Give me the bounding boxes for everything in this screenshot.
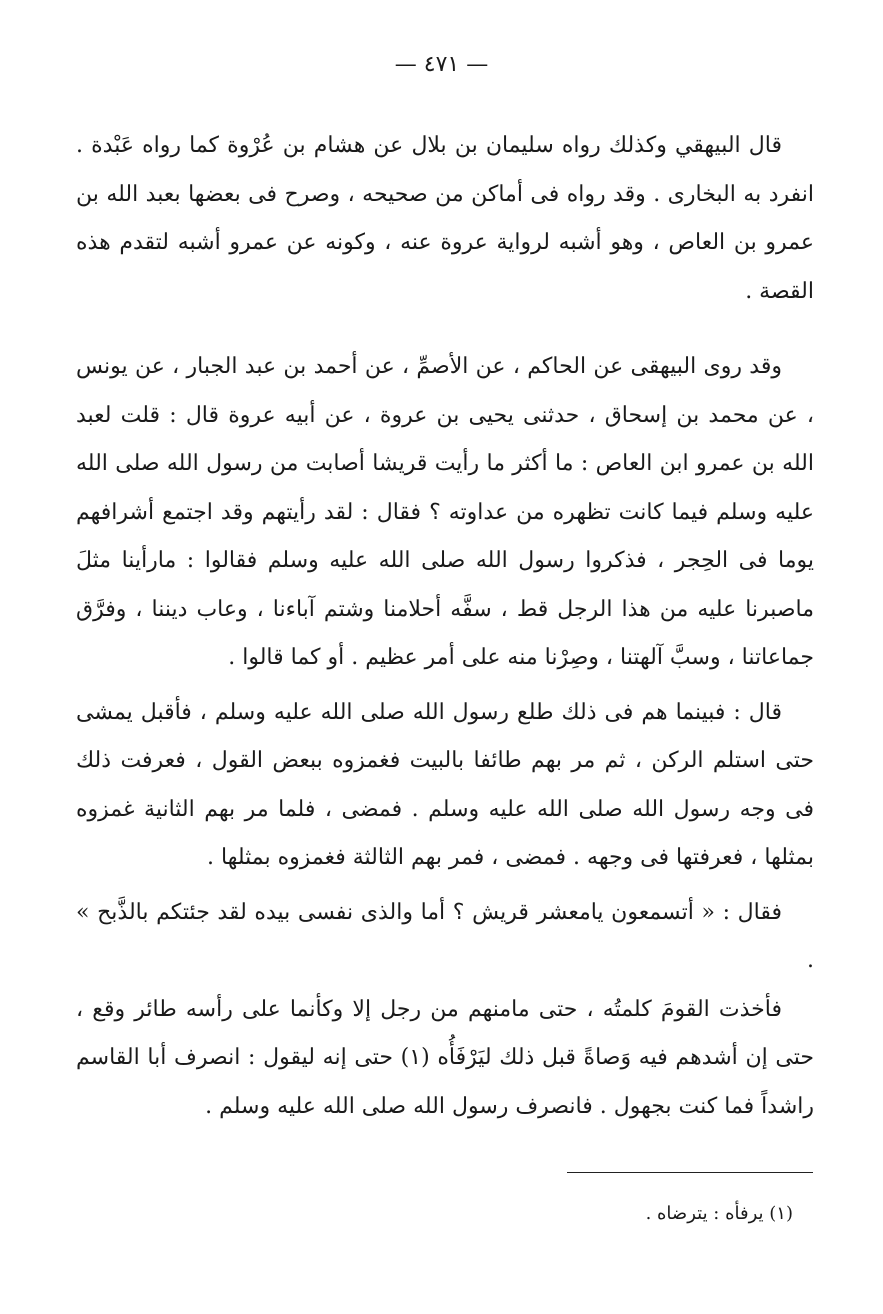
paragraph-1: قال البيهقي وكذلك رواه سليمان بن بلال عن هشام بن عُرْوة كما رواه عَبْدة . انفرد به البخارى . وقد رواه فى أماكن من صحيحه ، وصرح فى بعضها بعبد الله بن عمرو بن العاص ، وهو أشبه لرواية عروة عنه ، وكونه عن عمرو أشبه لتقدم هذه القصة . — [76, 133, 814, 304]
paragraph-3: قال : فبينما هم فى ذلك طلع رسول الله صلى الله عليه وسلم ، فأقبل يمشى حتى استلم الركن ، ثم مر بهم طائفا بالبيت فغمزوه ببعض القول ، فعرفت ذلك فى وجه رسول الله صلى الله عليه وسلم . فمضى ، فلما مر بهم الثانية غمزوه بمثلها ، فعرفتها فى وجهه . فمضى ، فمر بهم الثالثة فغمزوه بمثلها . — [76, 699, 814, 870]
body-text — [76, 122, 814, 1131]
paragraph-4: فقال : « أتسمعون يامعشر قريش ؟ أما والذى نفسى بيده لقد جئتكم بالذَّبح » . — [76, 899, 814, 973]
paragraph-2: وقد روى البيهقى عن الحاكم ، عن الأصمِّ ، عن أحمد بن عبد الجبار ، عن يونس ، عن محمد بن إسحاق ، حدثنى يحيى بن عروة ، عن أبيه عروة قال : قلت لعبد الله بن عمرو ابن العاص : ما أكثر ما رأيت قريشا أصابت من رسول الله صلى الله عليه وسلم فيما كانت تظهره من عداوته ؟ فقال : لقد رأيتهم وقد اجتمع أشرافهم يوما فى الحِجر ، فذكروا رسول الله صلى الله عليه وسلم فقالوا : مارأينا مثلَ ماصبرنا عليه من هذا الرجل قط ، سفَّه أحلامنا وشتم آباءنا ، وعاب ديننا ، وفرَّق جماعاتنا ، وسبَّ آلهتنا ، وصِرْنا منه على أمر عظيم . أو كما قالوا . — [76, 354, 814, 670]
paragraph-5: فأخذت القومَ كلمتُه ، حتى مامنهم من رجل إلا وكأنما على رأسه طائر وقع ، حتى إن أشدهم فيه وَصاةً قبل ذلك ليَرْفَأُه (١) حتى إنه ليقول : انصرف أبا القاسم راشداً فما كنت بجهول . فانصرف رسول الله صلى الله عليه وسلم . — [76, 996, 815, 1119]
page-number: — ٤٧١ — — [394, 52, 489, 77]
footnote: (١) يرفأه : يترضاه . — [645, 1203, 793, 1224]
footnote-divider — [567, 1172, 813, 1173]
